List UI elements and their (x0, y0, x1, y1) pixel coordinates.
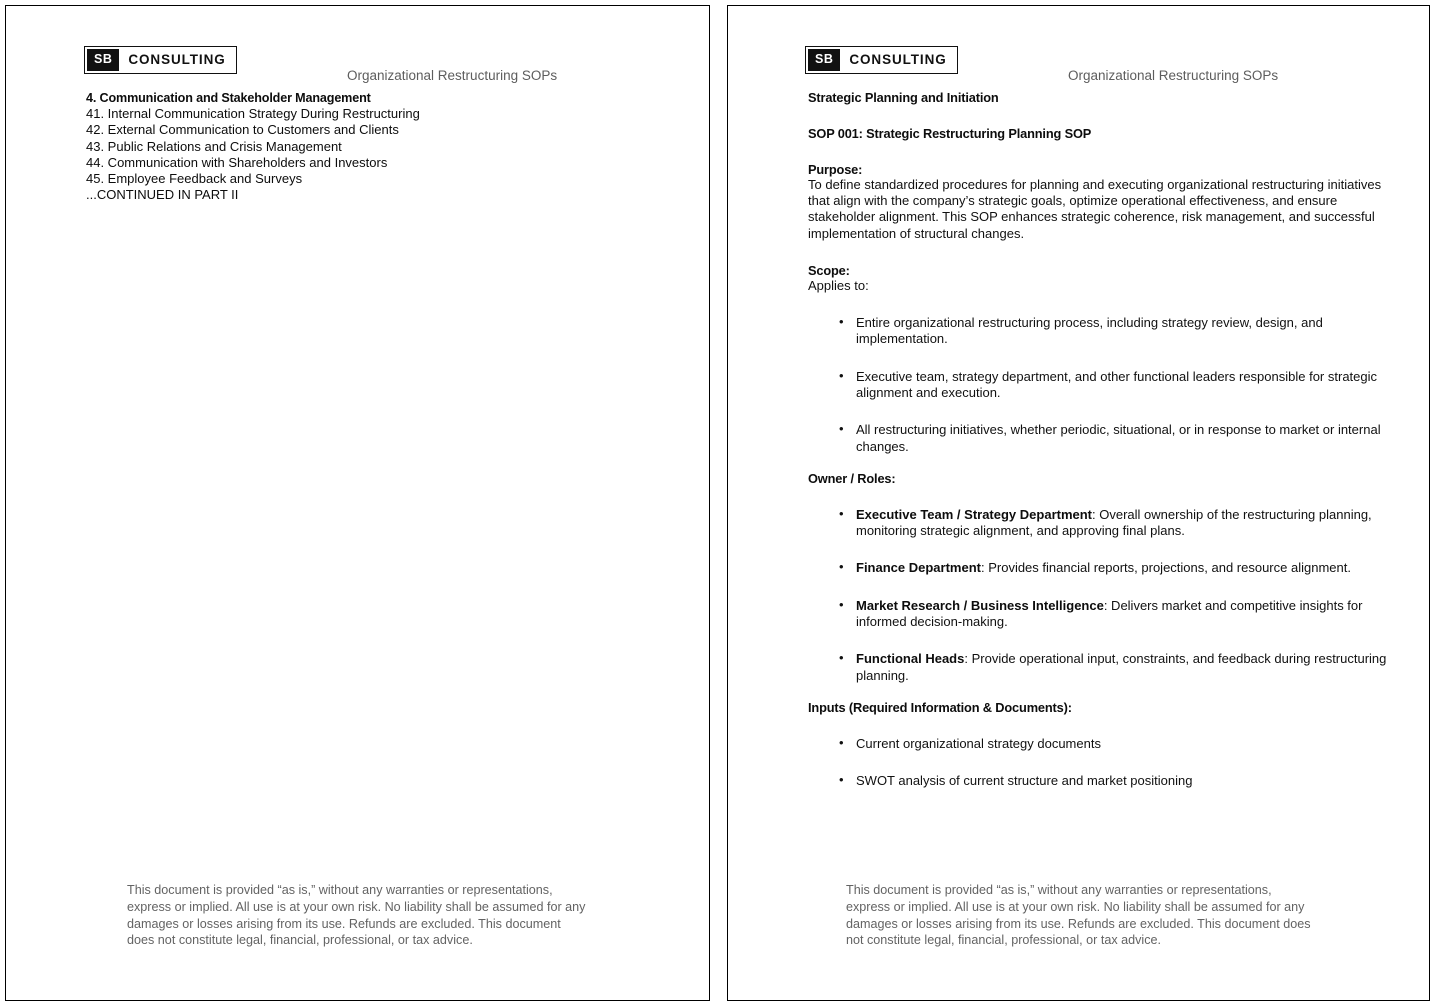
role-description: : Overall ownership of the restructuring planning, monitoring strategic alignment, and approving final plans. (856, 506, 1372, 539)
spacer (808, 294, 1404, 315)
role-description: : Delivers market and competitive insights for informed decision-making. (856, 597, 1363, 629)
toc-item: 41. Internal Communication Strategy During Restructuring (86, 106, 420, 122)
header-document-title: Organizational Restructuring SOPs (347, 68, 558, 83)
logo-mark-sb: SB (808, 49, 840, 71)
document-page-left (5, 5, 710, 1001)
list-item (808, 651, 1404, 684)
role-description: : Provide operational input, constraints, and feedback during restructuring planning. (856, 651, 1387, 683)
toc-continued-note: ...CONTINUED IN PART II (86, 187, 239, 203)
purpose-body: To define standardized procedures for planning and executing organizational restructuring initiatives that align with the company’s strategic goals, optimize operational effectiveness, and ensure stakeholder alignment. This SOP enhances strategic coherence, risk management, and successful implementation of structural changes. (808, 177, 1382, 241)
list-item: • Current organizational strategy documents (808, 736, 1404, 752)
legal-disclaimer: This document is provided “as is,” without any warranties or representations, express or implied. All use is at your own risk. No liability shall be assumed for any damages or losses arising from its use. Refunds are excluded. This document does not constitute legal, financial, professional, or tax advice. (846, 883, 1311, 948)
logo-wordmark: CONSULTING (128, 52, 226, 67)
sb-consulting-logo (84, 46, 237, 74)
toc-item: 43. Public Relations and Crisis Management (86, 138, 342, 154)
list-item: • Executive team, strategy department, and other functional leaders responsible for strategic alignment and execution. (808, 369, 1404, 402)
spacer (808, 242, 1404, 263)
list-item (808, 598, 1404, 631)
role-description: : Provides financial reports, projections, and resource alignment. (980, 560, 1351, 576)
left-page-content (86, 90, 681, 203)
scope-heading: Scope: (808, 262, 850, 278)
inputs-list (808, 736, 1404, 790)
role-name: Functional Heads (856, 651, 965, 667)
legal-disclaimer: This document is provided “as is,” without any warranties or representations, express or implied. All use is at your own risk. No liability shall be assumed for any damages or losses arising from its use. Refunds are excluded. This document does not constitute legal, financial, professional, or tax advice. (127, 883, 586, 948)
spacer (808, 486, 1404, 507)
role-name: Market Research / Business Intelligence (856, 597, 1104, 613)
spacer (808, 105, 1404, 126)
owner-roles-heading: Owner / Roles: (808, 470, 896, 486)
purpose-heading: Purpose: (808, 162, 863, 177)
spacer (808, 141, 1404, 162)
inputs-heading: Inputs (Required Information & Documents): (808, 699, 1072, 715)
list-item: • Entire organizational restructuring process, including strategy review, design, and implementation. (808, 315, 1404, 348)
toc-item: 42. External Communication to Customers and Clients (86, 122, 399, 138)
toc-item: 45. Employee Feedback and Surveys (86, 171, 303, 187)
list-item (808, 560, 1404, 576)
page-header-right (728, 46, 1429, 86)
logo-mark-sb: SB (87, 49, 119, 71)
page-header-left (6, 46, 709, 86)
header-document-title: Organizational Restructuring SOPs (1068, 68, 1279, 83)
right-page-content (808, 90, 1404, 789)
sb-consulting-logo (805, 46, 958, 74)
scope-intro: Applies to: (808, 277, 869, 293)
document-page-right (727, 5, 1430, 1001)
sop-title: SOP 001: Strategic Restructuring Planning SOP (808, 126, 1092, 141)
toc-item: 44. Communication with Shareholders and Investors (86, 154, 388, 170)
owner-roles-list (808, 507, 1404, 684)
role-name: Executive Team / Strategy Department (856, 506, 1093, 522)
spacer (808, 684, 1404, 700)
scope-bullet-list (808, 315, 1404, 455)
list-item: • All restructuring initiatives, whether periodic, situational, or in response to market or internal changes. (808, 422, 1404, 455)
list-item (808, 507, 1404, 540)
spacer (808, 715, 1404, 736)
toc-section-heading: 4. Communication and Stakeholder Management (86, 91, 371, 105)
list-item: • SWOT analysis of current structure and market positioning (808, 773, 1404, 789)
logo-wordmark: CONSULTING (849, 52, 947, 67)
role-name: Finance Department (856, 560, 981, 576)
chapter-title: Strategic Planning and Initiation (808, 90, 999, 105)
spacer (808, 455, 1404, 471)
